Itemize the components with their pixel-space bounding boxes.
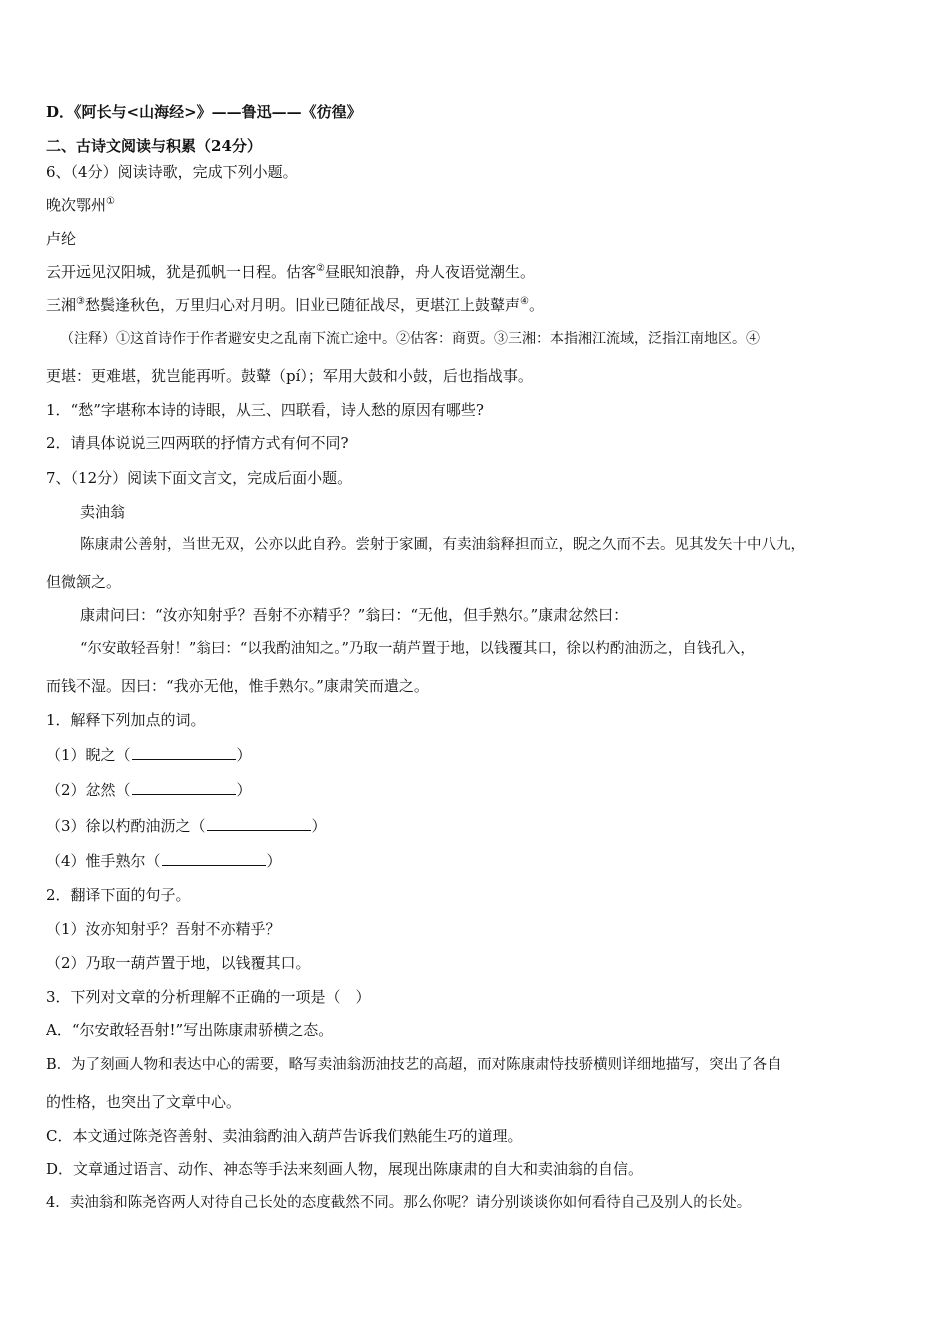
answer-blank[interactable]	[132, 779, 236, 795]
poem-line-1: 云开远见汉阳城，犹是孤帆一日程。估客②昼眠知浪静，舟人夜语觉潮生。	[46, 263, 535, 281]
passage-paragraph-1-cont: 但微颔之。	[46, 573, 122, 591]
footnote-mark: ③	[76, 296, 85, 307]
question-6-2: 2．请具体说说三四两联的抒情方式有何不同?	[46, 434, 349, 452]
option-b-cont: 的性格，也突出了文章中心。	[46, 1093, 242, 1111]
poem-title: 晚次鄂州①	[46, 196, 115, 214]
passage-paragraph-2: 康肃问曰：“汝亦知射乎？吾射不亦精乎？”翁曰：“无他，但手熟尔。”康肃忿然曰：	[80, 606, 629, 624]
question-7-1-3: （3）徐以杓酌油沥之（ ）	[46, 817, 327, 835]
question-7-2-2: （2）乃取一葫芦置于地，以钱覆其口。	[46, 954, 311, 972]
poem-notes-line-1: （注释）①这首诗作于作者避安史之乱南下流亡途中。②估客：商贾。③三湘：本指湘江流域，泛指江南地区。④	[60, 331, 760, 347]
question-7-1-1: （1）睨之（ ）	[46, 746, 252, 764]
passage-paragraph-1: 陈康肃公善射，当世无双，公亦以此自矜。尝射于家圃，有卖油翁释担而立，睨之久而不去。见其发矢十中八九，	[80, 537, 805, 553]
option-a: A．“尔安敢轻吾射!”写出陈康肃骄横之态。	[46, 1021, 334, 1039]
question-7-2-1: （1）汝亦知射乎？吾射不亦精乎？	[46, 920, 281, 938]
passage-title: 卖油翁	[80, 503, 126, 521]
poem-notes-line-2: 更堪：更难堪，犹岂能再听。鼓鼙（pí）；军用大鼓和小鼓，后也指战事。	[46, 367, 533, 385]
answer-blank[interactable]	[162, 850, 266, 866]
footnote-mark: ④	[520, 296, 529, 307]
option-d: D．文章通过语言、动作、神态等手法来刻画人物，展现出陈康肃的自大和卖油翁的自信。	[46, 1160, 644, 1178]
poem-author: 卢纶	[46, 230, 77, 248]
footnote-mark: ①	[106, 196, 115, 207]
question-6-heading: 6、（4分）阅读诗歌，完成下列小题。	[46, 163, 298, 181]
option-b: B．为了刻画人物和表达中心的需要，略写卖油翁沥油技艺的高超，而对陈康肃恃技骄横则详细地描写，突出了各自	[46, 1057, 782, 1073]
question-7-3: 3．下列对文章的分析理解不正确的一项是（ ）	[46, 988, 371, 1006]
answer-blank[interactable]	[132, 744, 236, 760]
option-d-previous: D．《阿长与<山海经>》——鲁迅——《彷徨》	[46, 103, 362, 121]
question-7-4: 4．卖油翁和陈尧咨两人对待自己长处的态度截然不同。那么你呢？请分别谈谈你如何看待自己及别人的长处。	[46, 1195, 752, 1211]
question-6-1: 1．“愁”字堪称本诗的诗眼，从三、四联看，诗人愁的原因有哪些?	[46, 401, 484, 419]
question-7-1-4: （4）惟手熟尔（ ）	[46, 852, 282, 870]
question-7-2: 2．翻译下面的句子。	[46, 886, 191, 904]
footnote-mark: ②	[316, 263, 325, 274]
passage-paragraph-3-cont: 而钱不湿。因曰：“我亦无他，惟手熟尔。”康肃笑而遣之。	[46, 677, 429, 695]
question-7-1-2: （2）忿然（ ）	[46, 781, 252, 799]
question-7-1: 1．解释下列加点的词。	[46, 711, 206, 729]
answer-blank[interactable]	[207, 815, 311, 831]
section-heading: 二、古诗文阅读与积累（24分）	[46, 137, 262, 155]
question-7-heading: 7、（12分）阅读下面文言文，完成后面小题。	[46, 469, 353, 487]
poem-line-2: 三湘③愁鬓逢秋色，万里归心对月明。旧业已随征战尽，更堪江上鼓鼙声④。	[46, 296, 544, 314]
passage-paragraph-3: “尔安敢轻吾射！”翁曰：“以我酌油知之。”乃取一葫芦置于地，以钱覆其口，徐以杓酌油沥之，自钱孔入，	[80, 641, 755, 657]
option-c: C．本文通过陈尧咨善射、卖油翁酌油入葫芦告诉我们熟能生巧的道理。	[46, 1127, 523, 1145]
